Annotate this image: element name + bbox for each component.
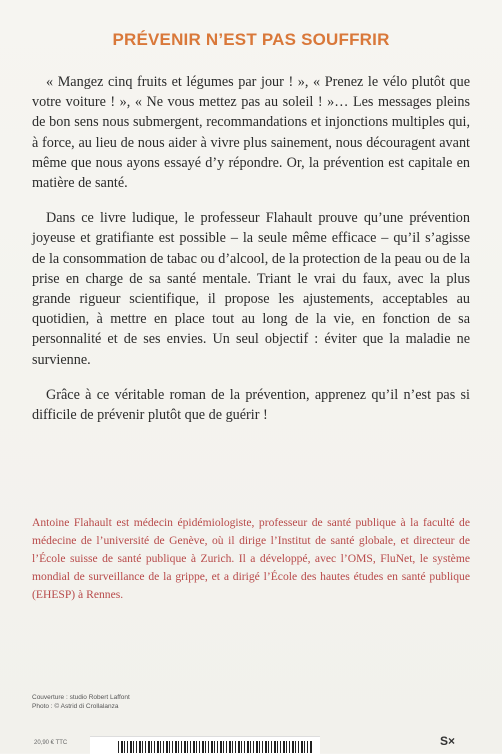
credits <box>32 693 130 711</box>
publisher-logo-icon: S× <box>440 734 456 748</box>
summary-paragraph-2: Dans ce livre ludique, le professeur Flahault prouve qu’une prévention joyeuse et gratifiante est possible – la seule même efficace – qu’il s’agisse de la consommation de tabac ou d’alcool, de la protection de la peau ou de la prise en charge de sa santé mentale. Triant le vrai du faux, avec la plus grande rigueur scientifique, il propose les ajustements, acceptables au quotidien, à mettre en place tout au long de la vie, en fonction de sa personnalité et de ses envies. Un seul objectif : éviter que la maladie ne survienne. <box>32 210 470 368</box>
summary-paragraph-3: Grâce à ce véritable roman de la prévention, apprenez qu’il n’est pas si difficile de prévenir plutôt que de guérir ! <box>32 386 470 424</box>
summary-paragraph-1: « Mangez cinq fruits et légumes par jour ! », « Prenez le vélo plutôt que votre voiture ! », « Ne vous mettez pas au soleil ! »… Les messages pleins de bon sens nous submergent, recommandations et injonctions multiples qui, à force, au lieu de nous aider à vivre plus sainement, nous découragent avant même que nous ayons essayé d’y répondre. Or, la prévention est capitale en matière de santé. <box>32 74 470 192</box>
photo-credit: Photo : © Astrid di Crollalanza <box>32 703 119 710</box>
cover-credit: Couverture : studio Robert Laffont <box>32 694 130 701</box>
book-title: PRÉVENIR N’EST PAS SOUFFRIR <box>112 30 390 49</box>
author-bio <box>32 514 470 604</box>
barcode-icon <box>118 741 313 753</box>
summary-text <box>32 72 470 440</box>
author-bio-text: Antoine Flahault est médecin épidémiologiste, professeur de santé publique à la faculté de médecine de l’université de Genève, où il dirige l’Institut de santé globale, et directeur de l’École suisse de santé publique à Zurich. Il a développé, avec l’OMS, FluNet, le système mondial de surveillance de la grippe, et a dirigé l’École des hautes études en santé publique (EHESP) à Rennes. <box>32 516 470 601</box>
price-label: 20,90 € TTC <box>34 740 68 746</box>
